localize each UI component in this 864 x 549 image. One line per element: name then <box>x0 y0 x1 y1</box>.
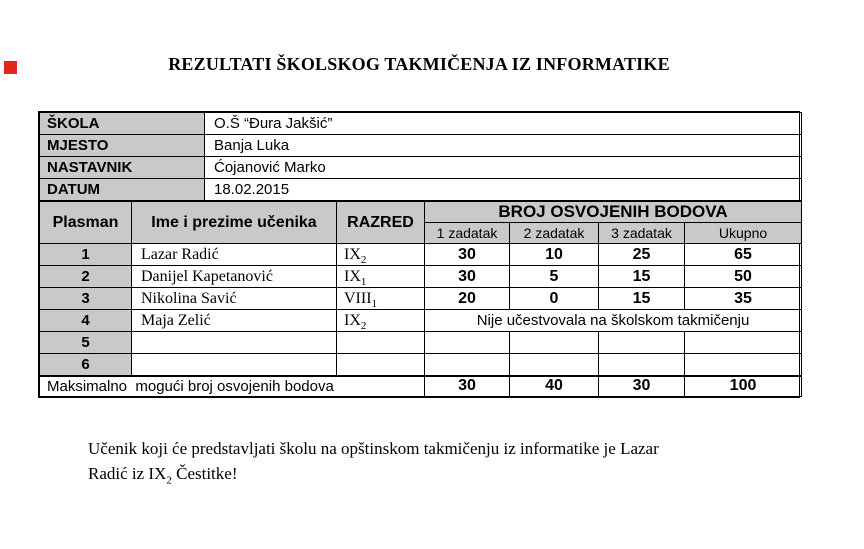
max-label-cell: Maksimalno mogući broj osvojenih bodova <box>40 376 425 397</box>
table-row <box>40 179 802 201</box>
score-task3-cell <box>599 332 685 354</box>
info-label-datum: DATUM <box>40 179 205 201</box>
info-table <box>39 112 802 201</box>
score-task1-cell: 20 <box>425 288 510 310</box>
footer-line2: Radić iz IX <box>88 464 167 483</box>
table-row <box>40 310 802 332</box>
score-task3-cell <box>599 354 685 376</box>
plasman-cell: 6 <box>40 354 132 376</box>
header-name: Ime i prezime učenika <box>132 202 337 244</box>
table-row <box>40 135 802 157</box>
name-cell: Danijel Kapetanović <box>132 266 337 288</box>
razred-cell: $IX_2$ <box>337 244 425 266</box>
name-cell: Maja Zelić <box>132 310 337 332</box>
header-task3: 3 zadatak <box>599 223 685 244</box>
max-points-row <box>40 376 802 397</box>
table-row <box>40 157 802 179</box>
score-task1-cell <box>425 332 510 354</box>
red-corner-marker <box>4 61 17 74</box>
table-row <box>40 288 802 310</box>
score-task3-cell: 25 <box>599 244 685 266</box>
document-page <box>38 54 800 486</box>
score-task2-cell <box>510 354 599 376</box>
results-table-container <box>38 111 800 398</box>
name-cell <box>132 354 337 376</box>
score-task2-cell <box>510 332 599 354</box>
name-cell <box>132 332 337 354</box>
score-total-cell <box>685 354 802 376</box>
razred-cell: $VIII_1$ <box>337 288 425 310</box>
info-label-skola: ŠKOLA <box>40 113 205 135</box>
score-task1-cell <box>425 354 510 376</box>
header-razred: RAZRED <box>337 202 425 244</box>
plasman-cell: 4 <box>40 310 132 332</box>
score-task3-cell: 15 <box>599 288 685 310</box>
header-task1: 1 zadatak <box>425 223 510 244</box>
header-plasman: Plasman <box>40 202 132 244</box>
razred-cell: $IX_1$ <box>337 266 425 288</box>
max-task1-cell: 30 <box>425 376 510 397</box>
table-header-row <box>40 202 802 223</box>
score-task2-cell: 10 <box>510 244 599 266</box>
header-points-group: BROJ OSVOJENIH BODOVA <box>425 202 802 223</box>
plasman-cell: 1 <box>40 244 132 266</box>
footer-line2-end: Čestitke! <box>171 464 238 483</box>
plasman-cell: 5 <box>40 332 132 354</box>
score-task1-cell: 30 <box>425 244 510 266</box>
footer-note <box>38 436 800 486</box>
info-label-nastavnik: NASTAVNIK <box>40 157 205 179</box>
info-value-mjesto: Banja Luka <box>205 135 802 157</box>
score-total-cell <box>685 332 802 354</box>
table-row <box>40 113 802 135</box>
plasman-cell: 2 <box>40 266 132 288</box>
header-total: Ukupno <box>685 223 802 244</box>
plasman-cell: 3 <box>40 288 132 310</box>
table-row <box>40 244 802 266</box>
info-value-nastavnik: Ćojanović Marko <box>205 157 802 179</box>
footer-razred-subscript: 2 <box>166 474 172 487</box>
score-task2-cell: 0 <box>510 288 599 310</box>
max-task3-cell: 30 <box>599 376 685 397</box>
max-task2-cell: 40 <box>510 376 599 397</box>
info-value-datum: 18.02.2015 <box>205 179 802 201</box>
razred-cell: $IX_2$ <box>337 310 425 332</box>
table-row <box>40 332 802 354</box>
page-title: REZULTATI ŠKOLSKOG TAKMIČENJA IZ INFORMATIKE <box>168 54 670 74</box>
name-cell: Nikolina Savić <box>132 288 337 310</box>
score-task1-cell: 30 <box>425 266 510 288</box>
info-value-skola: O.Š “Đura Jakšić” <box>205 113 802 135</box>
razred-cell <box>337 332 425 354</box>
razred-cell <box>337 354 425 376</box>
name-cell: Lazar Radić <box>132 244 337 266</box>
score-total-cell: 50 <box>685 266 802 288</box>
scores-table <box>39 201 802 397</box>
score-total-cell: 35 <box>685 288 802 310</box>
header-task2: 2 zadatak <box>510 223 599 244</box>
score-total-cell: 65 <box>685 244 802 266</box>
table-row <box>40 354 802 376</box>
score-task2-cell: 5 <box>510 266 599 288</box>
score-task3-cell: 15 <box>599 266 685 288</box>
info-label-mjesto: MJESTO <box>40 135 205 157</box>
note-cell: Nije učestvovala na školskom takmičenju <box>425 310 802 332</box>
footer-line1: Učenik koji će predstavljati školu na opštinskom takmičenju iz informatike je Lazar <box>88 439 659 458</box>
max-total-cell: 100 <box>685 376 802 397</box>
table-row <box>40 266 802 288</box>
